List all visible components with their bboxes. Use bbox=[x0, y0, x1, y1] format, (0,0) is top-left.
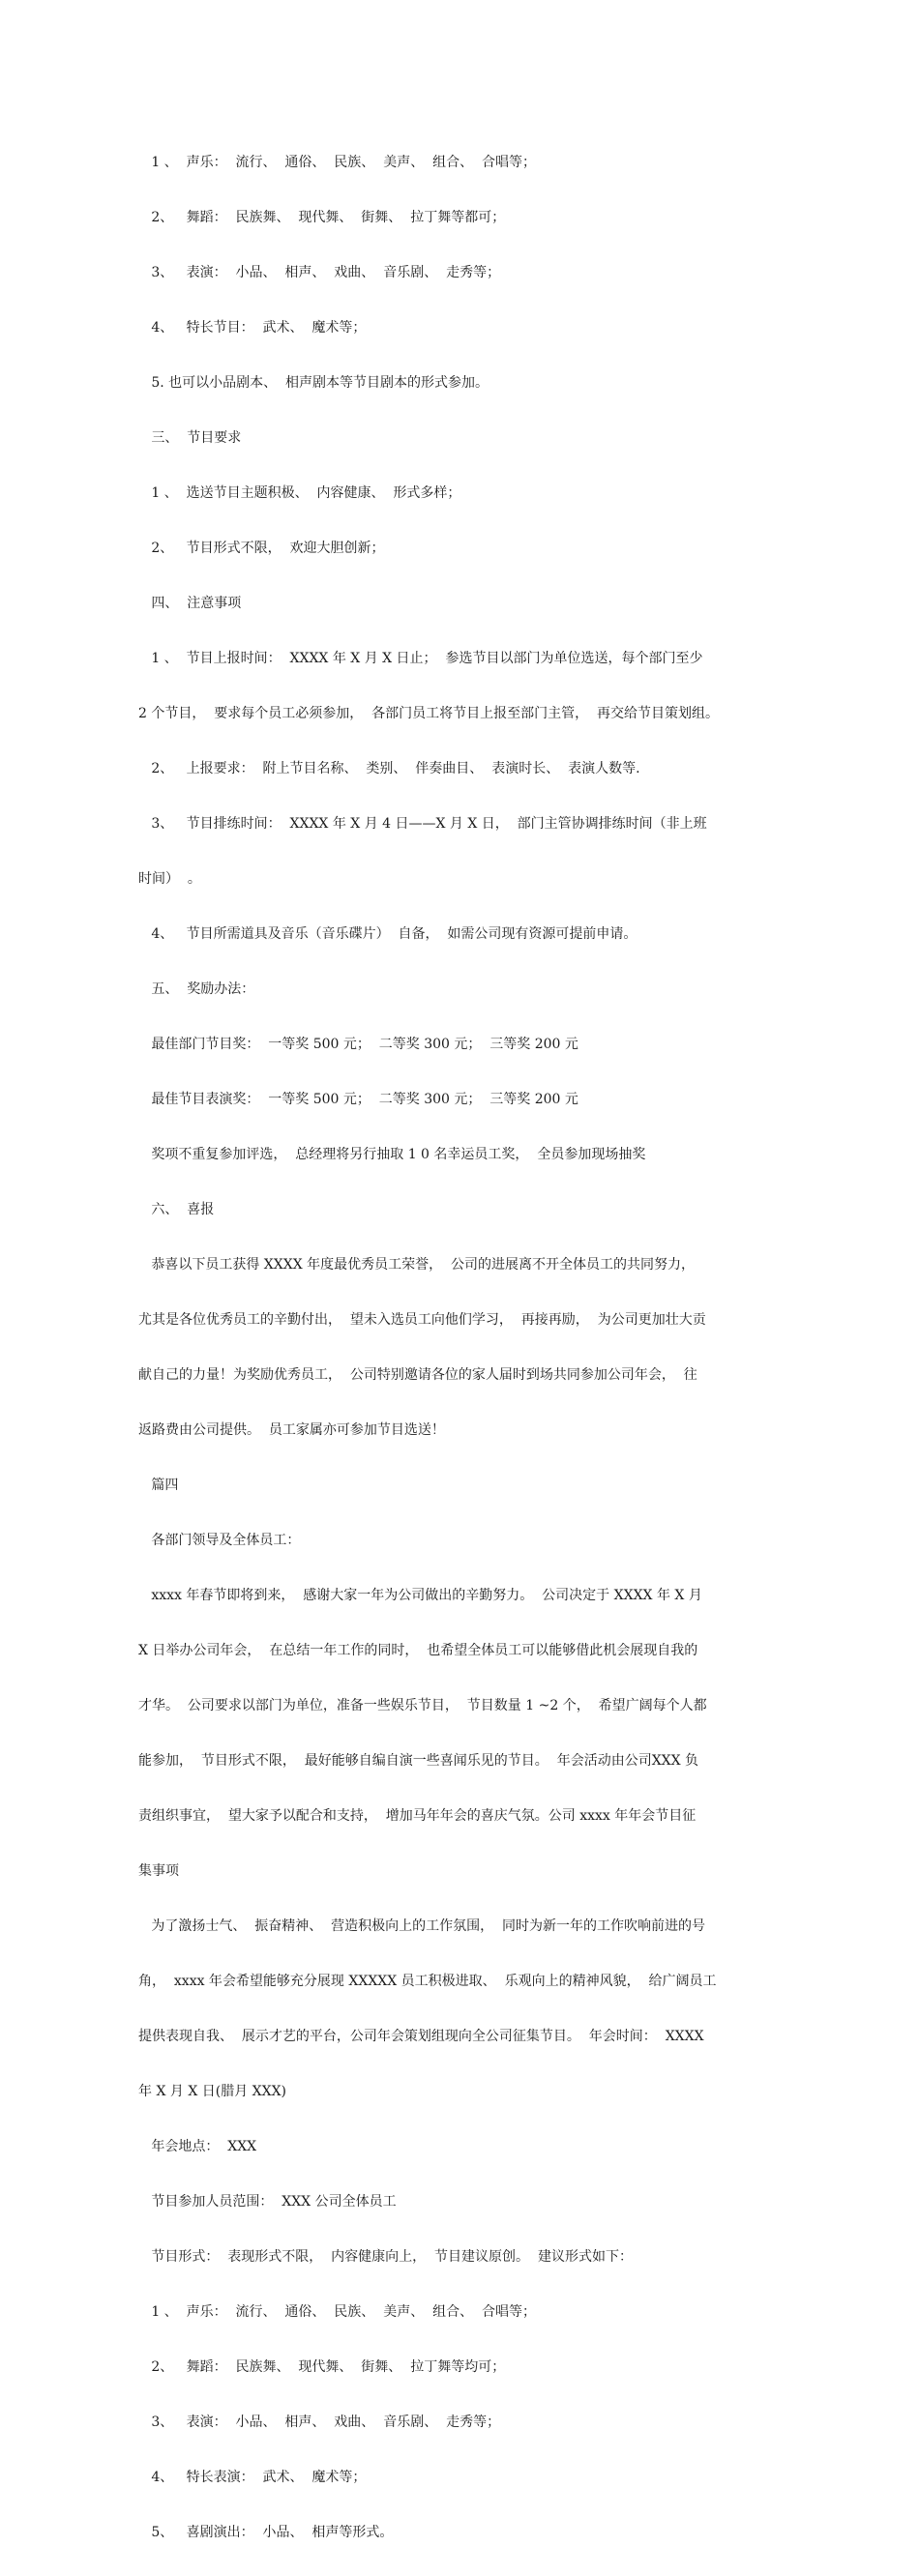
section-heading: 四、 注意事项 bbox=[138, 596, 242, 611]
text-line: 2、 上报要求： 附上节目名称、 类别、 伴奏曲目、 表演时长、 表演人数等. bbox=[138, 761, 640, 776]
text-line: 年 X 月 X 日(腊月 XXX) bbox=[138, 2084, 287, 2099]
section-heading: 三、 节目要求 bbox=[138, 430, 242, 446]
text-line: X 日举办公司年会， 在总结一年工作的同时， 也希望全体员工可以能够借此机会展现自我的 bbox=[138, 1643, 698, 1658]
text-line: 2、 舞蹈： 民族舞、 现代舞、 街舞、 拉丁舞等均可； bbox=[138, 2359, 506, 2375]
text-line: 年会地点： XXX bbox=[138, 2139, 257, 2154]
text-line: 1 、 选送节目主题积极、 内容健康、 形式多样； bbox=[138, 485, 461, 501]
text-line: 恭喜以下员工获得 XXXX 年度最优秀员工荣誉， 公司的进展离不开全体员工的共同努力， bbox=[138, 1257, 696, 1273]
text-line: 为了激扬士气、 振奋精神、 营造积极向上的工作氛围， 同时为新一年的工作吹响前进的号 bbox=[138, 1918, 706, 1934]
text-line: 4、 特长节目： 武术、 魔术等； bbox=[138, 320, 367, 336]
text-line: 5. 也可以小品剧本、 相声剧本等节目剧本的形式参加。 bbox=[138, 375, 489, 391]
text-line: 2、 舞蹈： 民族舞、 现代舞、 街舞、 拉丁舞等都可； bbox=[138, 210, 506, 225]
section-heading: 五、 奖励办法： bbox=[138, 981, 255, 997]
document-body bbox=[138, 120, 786, 2576]
text-line: xxxx 年春节即将到来， 感谢大家一年为公司做出的辛勤努力。 公司决定于 XXXX 年 X 月 bbox=[138, 1588, 702, 1603]
text-line: 奖项不重复参加评选， 总经理将另行抽取 1 0 名幸运员工奖， 全员参加现场抽奖 bbox=[138, 1147, 646, 1162]
text-line: 时间） 。 bbox=[138, 871, 201, 887]
text-line: 返路费由公司提供。 员工家属亦可参加节目选送！ bbox=[138, 1422, 445, 1438]
text-line: 献自己的力量！为奖励优秀员工， 公司特别邀请各位的家人届时到场共同参加公司年会， 往 bbox=[138, 1367, 697, 1383]
text-line: 1 、 声乐： 流行、 通俗、 民族、 美声、 组合、 合唱等； bbox=[138, 155, 537, 170]
text-line: 3、 表演： 小品、 相声、 戏曲、 音乐剧、 走秀等； bbox=[138, 2415, 501, 2430]
text-line: 最佳节目表演奖： 一等奖 500 元； 二等奖 300 元； 三等奖 200 元 bbox=[138, 1092, 578, 1107]
text-line: 节目参加人员范围： XXX 公司全体员工 bbox=[138, 2194, 397, 2210]
text-line: 集事项 bbox=[138, 1863, 179, 1879]
text-line: 最佳部门节目奖： 一等奖 500 元； 二等奖 300 元； 三等奖 200 元 bbox=[138, 1037, 578, 1052]
text-line: 4、 特长表演： 武术、 魔术等； bbox=[138, 2470, 367, 2485]
text-line: 3、 表演： 小品、 相声、 戏曲、 音乐剧、 走秀等； bbox=[138, 265, 501, 280]
text-line: 1 、 节目上报时间： XXXX 年 X 月 X 日止； 参选节目以部门为单位选送，每个部门至少 bbox=[138, 651, 703, 666]
text-line: 尤其是各位优秀员工的辛勤付出， 望未入选员工向他们学习， 再接再励， 为公司更加壮大贡 bbox=[138, 1312, 706, 1328]
text-line: 责组织事宜， 望大家予以配合和支持， 增加马年年会的喜庆气氛。公司 xxxx 年年会节目征 bbox=[138, 1808, 697, 1824]
text-line: 提供表现自我、 展示才艺的平台，公司年会策划组现向全公司征集节目。 年会时间： XXXX bbox=[138, 2029, 704, 2044]
text-line: 才华。 公司要求以部门为单位，准备一些娱乐节目， 节目数量 1 ~2 个， 希望广阔每个人都 bbox=[138, 1698, 707, 1713]
text-line: 角， xxxx 年会希望能够充分展现 XXXXX 员工积极进取、 乐观向上的精神风貌， 给广阔员工 bbox=[138, 1974, 717, 1989]
text-line: 2、 节目形式不限， 欢迎大胆创新； bbox=[138, 541, 385, 556]
section-heading: 六、 喜报 bbox=[138, 1202, 215, 1217]
text-line: 节目形式： 表现形式不限， 内容健康向上， 节目建议原创。 建议形式如下： bbox=[138, 2249, 633, 2265]
text-line: 1 、 声乐： 流行、 通俗、 民族、 美声、 组合、 合唱等； bbox=[138, 2304, 537, 2320]
text-line: 4、 节目所需道具及音乐（音乐碟片） 自备， 如需公司现有资源可提前申请。 bbox=[138, 926, 637, 942]
text-line: 3、 节目排练时间： XXXX 年 X 月 4 日——X 月 X 日， 部门主管协调排练时间（非上班 bbox=[138, 816, 707, 832]
text-line: 能参加， 节目形式不限， 最好能够自编自演一些喜闻乐见的节目。 年会活动由公司XXX 负 bbox=[138, 1753, 699, 1769]
text-line: 5、 喜剧演出： 小品、 相声等形式。 bbox=[138, 2525, 394, 2540]
section-heading: 篇四 bbox=[138, 1478, 179, 1493]
text-line: 2 个节目， 要求每个员工必须参加， 各部门员工将节目上报至部门主管， 再交给节目策划组。 bbox=[138, 706, 720, 721]
text-line: 各部门领导及全体员工： bbox=[138, 1533, 301, 1548]
